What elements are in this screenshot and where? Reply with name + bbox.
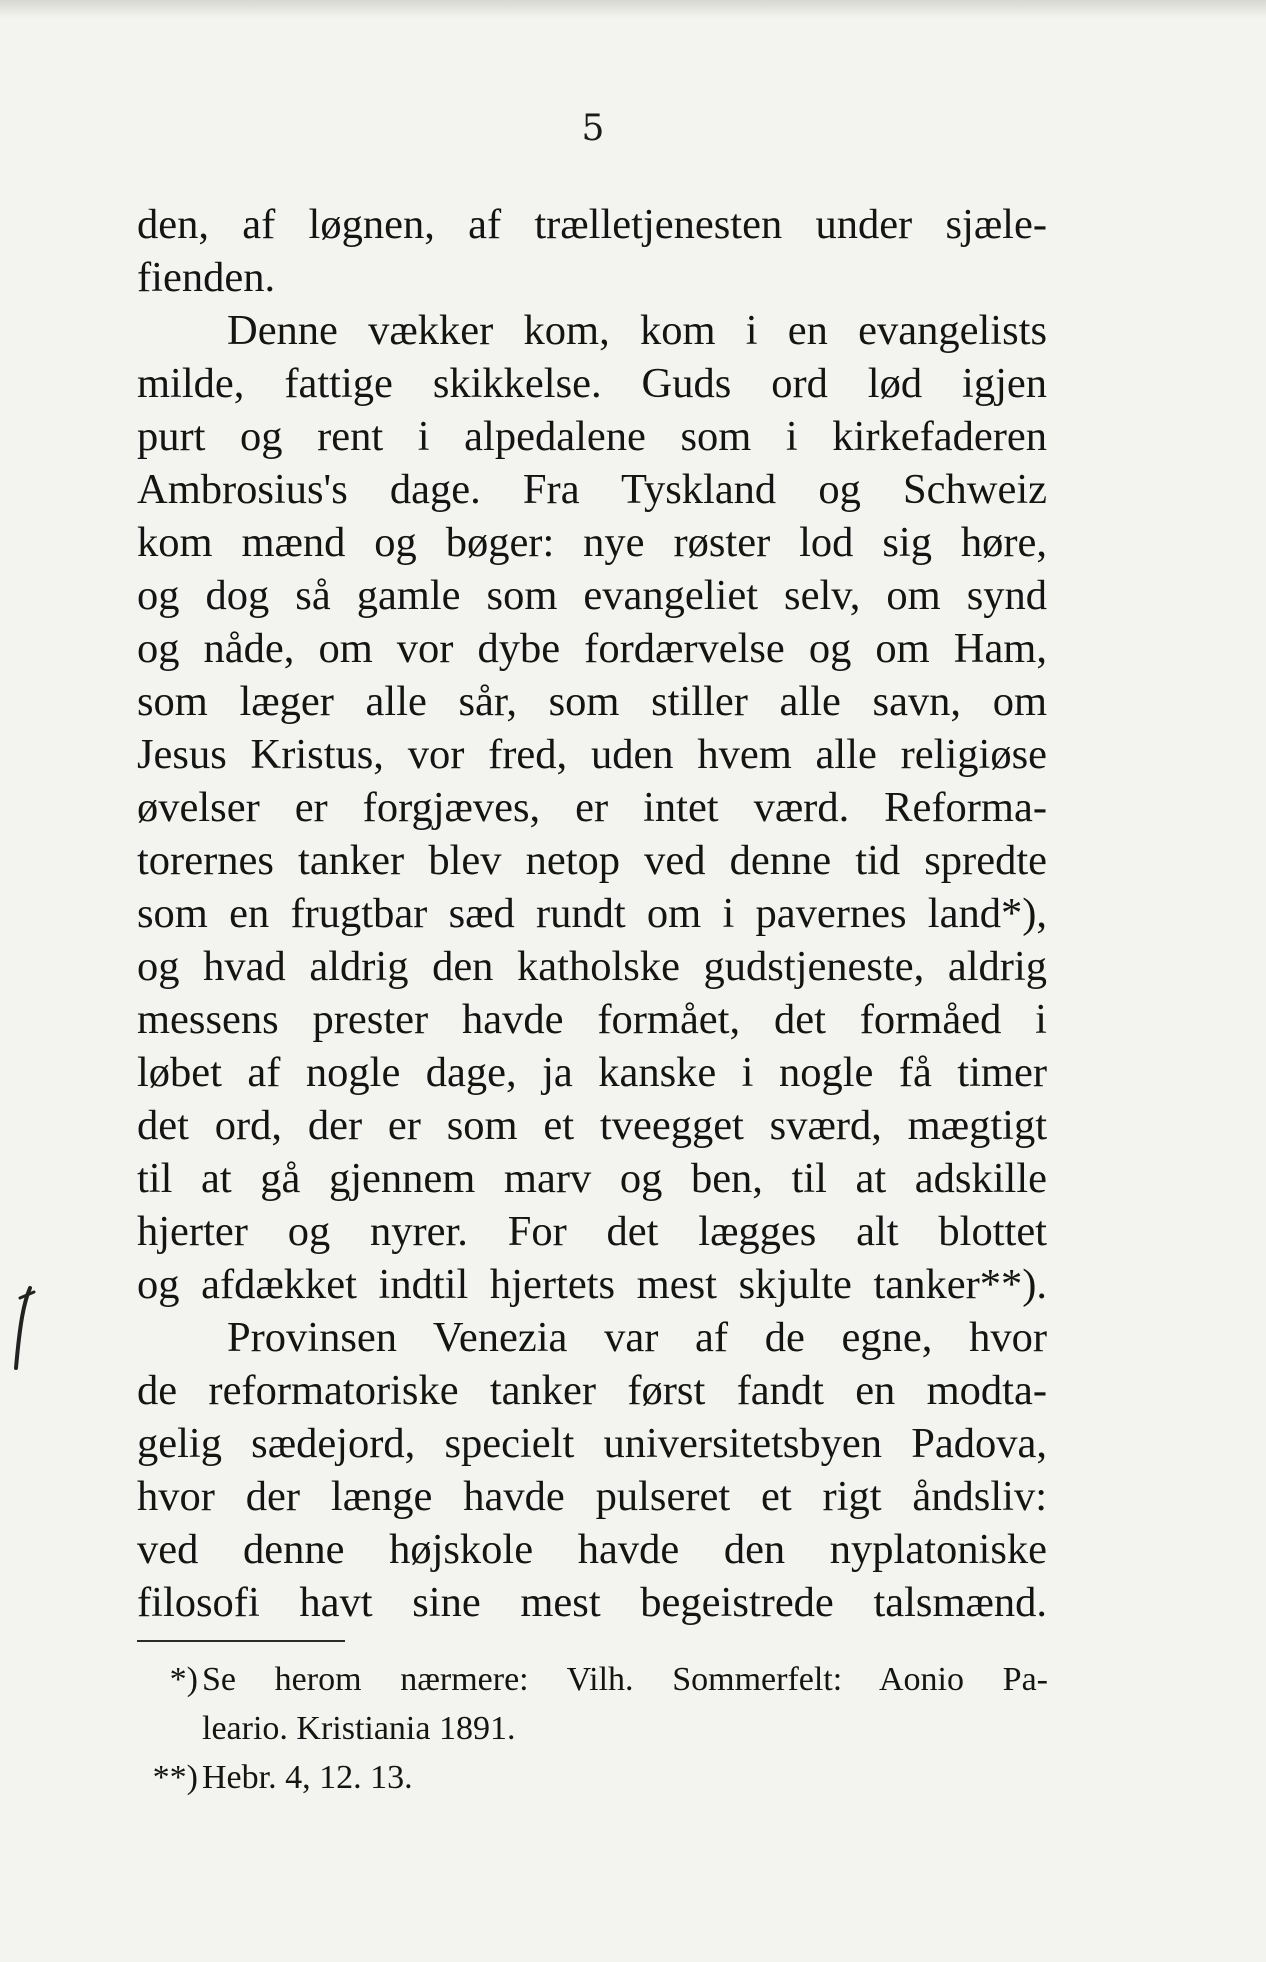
text-line: filosofi havt sine mest begeistrede talsmænd. (137, 1579, 1047, 1626)
text-line: og dog så gamle som evangeliet selv, om synd (137, 572, 1047, 619)
text-line: Jesus Kristus, vor fred, uden hvem alle religiøse (137, 731, 1047, 778)
text-line: den, af løgnen, af trælletjenesten under sjæle- (137, 201, 1047, 248)
page-number: 5 (581, 108, 605, 149)
text-line: som en frugtbar sæd rundt om i pavernes land*), (137, 890, 1047, 937)
footnote-separator (137, 1640, 345, 1642)
text-line: Provinsen Venezia var af de egne, hvor (227, 1314, 1047, 1361)
text-line: løbet af nogle dage, ja kanske i nogle få timer (137, 1049, 1047, 1096)
footnote-marker: *) (169, 1661, 198, 1698)
text-line: og nåde, om vor dybe fordærvelse og om Ham, (137, 625, 1047, 672)
text-line: fienden. (137, 254, 276, 301)
text-line: milde, fattige skikkelse. Guds ord lød igjen (137, 360, 1047, 407)
text-line: og hvad aldrig den katholske gudstjeneste, aldrig (137, 943, 1047, 990)
text-line: hjerter og nyrer. For det lægges alt blottet (137, 1208, 1047, 1255)
text-line: som læger alle sår, som stiller alle savn, om (137, 678, 1047, 725)
text-line: hvor der længe havde pulseret et rigt åndsliv: (137, 1473, 1047, 1520)
margin-pencil-mark (6, 1282, 36, 1372)
text-line: til at gå gjennem marv og ben, til at adskille (137, 1155, 1047, 1202)
text-line: Ambrosius's dage. Fra Tyskland og Schweiz (137, 466, 1047, 513)
text-line: de reformatoriske tanker først fandt en modta- (137, 1367, 1047, 1414)
footnote-line: Se herom nærmere: Vilh. Sommerfelt: Aonio Pa- (202, 1661, 1048, 1698)
text-line: purt og rent i alpedalene som i kirkefaderen (137, 413, 1047, 460)
text-line: Denne vækker kom, kom i en evangelists (227, 307, 1047, 354)
footnote-line: leario. Kristiania 1891. (202, 1710, 516, 1747)
text-line: og afdækket indtil hjertets mest skjulte tanker**). (137, 1261, 1047, 1308)
text-line: messens prester havde formået, det formåed i (137, 996, 1047, 1043)
body-text (137, 198, 1047, 1629)
text-line: det ord, der er som et tveegget sværd, mægtigt (137, 1102, 1047, 1149)
footnote-line: Hebr. 4, 12. 13. (202, 1759, 413, 1796)
text-line: ved denne højskole havde den nyplatoniske (137, 1526, 1047, 1573)
text-line: øvelser er forgjæves, er intet værd. Reforma- (137, 784, 1047, 831)
footnote (130, 1655, 1048, 1753)
text-line: torernes tanker blev netop ved denne tid spredte (137, 837, 1047, 884)
footnotes (130, 1655, 1048, 1802)
text-line: kom mænd og bøger: nye røster lod sig høre, (137, 519, 1047, 566)
footnote-marker: **) (152, 1759, 198, 1796)
footnote (130, 1753, 1048, 1802)
text-line: gelig sædejord, specielt universitetsbyen Padova, (137, 1420, 1047, 1467)
